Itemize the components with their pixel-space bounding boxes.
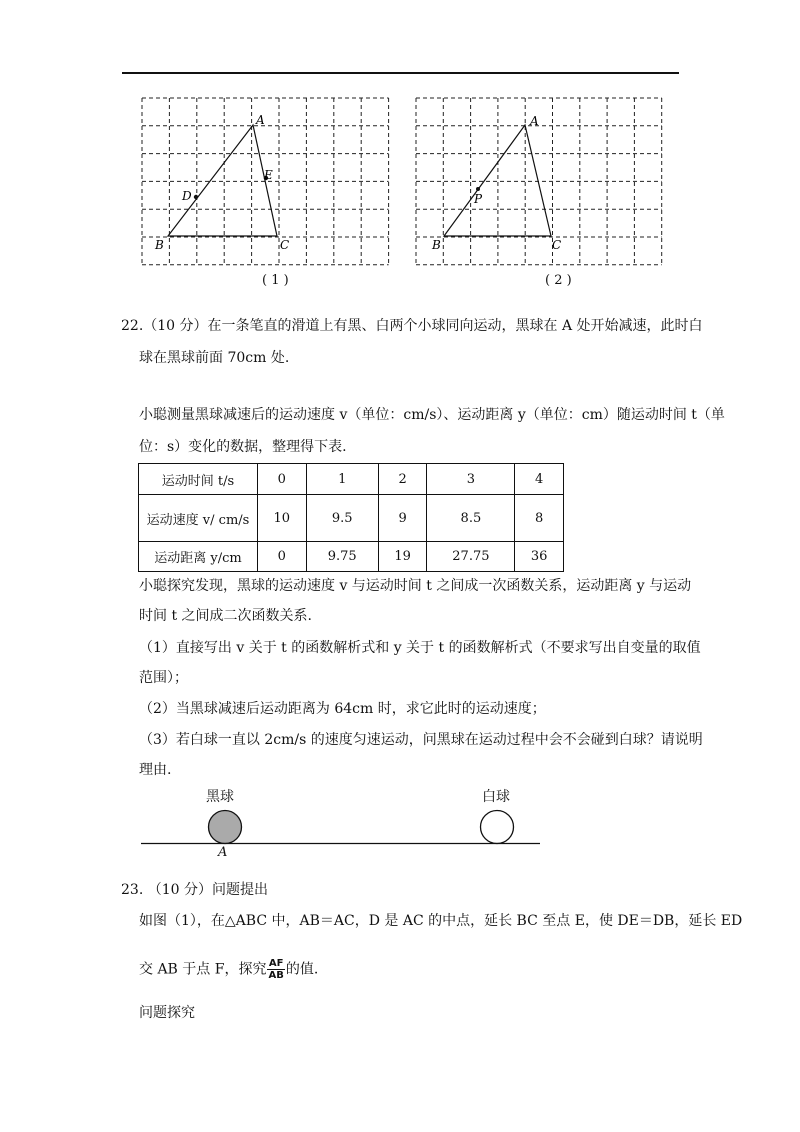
q23-line-1: 23. （10 分）问题提出 <box>121 882 268 898</box>
q22-line-1: 22.（10 分）在一条笔直的滑道上有黑、白两个小球同向运动，黑球在 A 处开始减速，此时白 <box>121 318 703 334</box>
label-p-2: P <box>474 192 483 206</box>
ball-diagram <box>0 800 800 860</box>
table-cell: 2 <box>378 464 427 495</box>
table-cell: 3 <box>427 464 515 495</box>
table-cell: 9.75 <box>306 542 378 572</box>
q22-line-2: 球在黑球前面 70cm 处. <box>139 350 290 366</box>
q22-line-8: 范围）； <box>139 670 188 686</box>
q22-line-11: 理由. <box>139 762 172 778</box>
table-row <box>139 495 564 542</box>
q22-line-3: 小聪测量黑球减速后的运动速度 v（单位：cm/s）、运动距离 y（单位：cm）随运动时间 t（单 <box>139 407 725 423</box>
point-p-marker <box>476 187 480 191</box>
figure-2-grid <box>416 98 662 265</box>
fraction-af-ab <box>267 958 284 981</box>
q22-line-10: （3）若白球一直以 2cm/s 的速度匀速运动，问黑球在运动过程中会不会碰到白球？请说明 <box>139 732 703 748</box>
label-d-1: D <box>182 189 192 203</box>
label-e-1: E <box>264 168 273 182</box>
white-ball <box>481 811 514 844</box>
figure-1-triangle <box>168 125 277 236</box>
q22-line-5: 小聪探究发现，黑球的运动速度 v 与运动时间 t 之间成一次函数关系，运动距离 y 与运动 <box>139 578 692 594</box>
table-cell: 9 <box>378 495 427 542</box>
table-row <box>139 542 564 572</box>
table-cell: 运动时间 t/s <box>139 464 258 495</box>
q22-line-4: 位：s）变化的数据，整理得下表. <box>139 439 347 455</box>
point-d-marker <box>194 195 198 199</box>
point-a-label: A <box>218 845 228 860</box>
figure-2-caption: ( 2 ) <box>545 273 572 288</box>
q23-line-4: 问题探究 <box>139 1005 195 1021</box>
table-cell: 1 <box>306 464 378 495</box>
label-c-1: C <box>280 238 290 252</box>
label-b-1: B <box>155 238 164 252</box>
q22-line-9: （2）当黑球减速后运动距离为 64cm 时，求它此时的运动速度； <box>139 701 546 717</box>
label-c-2: C <box>552 238 562 252</box>
q23-line-3 <box>139 958 318 981</box>
q22-line-6: 时间 t 之间成二次函数关系. <box>139 608 312 624</box>
table-cell: 36 <box>515 542 564 572</box>
white-ball-label: 白球 <box>482 789 510 805</box>
table-cell: 8.5 <box>427 495 515 542</box>
motion-data-table <box>138 463 564 572</box>
table-cell: 10 <box>258 495 307 542</box>
table-cell: 19 <box>378 542 427 572</box>
fraction-numerator: AF <box>268 958 284 969</box>
figure-1-caption: ( 1 ) <box>262 273 289 288</box>
table-cell: 0 <box>258 542 307 572</box>
geometry-figures <box>0 0 800 300</box>
table-row <box>139 464 564 495</box>
table-cell: 运动速度 v/ cm/s <box>139 495 258 542</box>
table-cell: 9.5 <box>306 495 378 542</box>
table-cell: 运动距离 y/cm <box>139 542 258 572</box>
table-cell: 0 <box>258 464 307 495</box>
table-cell: 27.75 <box>427 542 515 572</box>
q23-line-3-start: 交 AB 于点 F，探究 <box>139 961 267 978</box>
table-cell: 8 <box>515 495 564 542</box>
table-cell: 4 <box>515 464 564 495</box>
q23-line-2: 如图（1），在△ABC 中，AB＝AC，D 是 AC 的中点，延长 BC 至点 E，使 DE＝DB，延长 ED <box>139 913 743 929</box>
fraction-denominator: AB <box>268 970 284 981</box>
label-b-2: B <box>432 238 441 252</box>
q23-line-3-end: 的值. <box>285 961 319 978</box>
q22-line-7: （1）直接写出 v 关于 t 的函数解析式和 y 关于 t 的函数解析式（不要求写出自变量的取值 <box>139 640 701 656</box>
label-a-2: A <box>530 114 539 128</box>
label-a-1: A <box>256 113 265 127</box>
black-ball-label: 黑球 <box>206 789 234 805</box>
black-ball <box>209 811 242 844</box>
